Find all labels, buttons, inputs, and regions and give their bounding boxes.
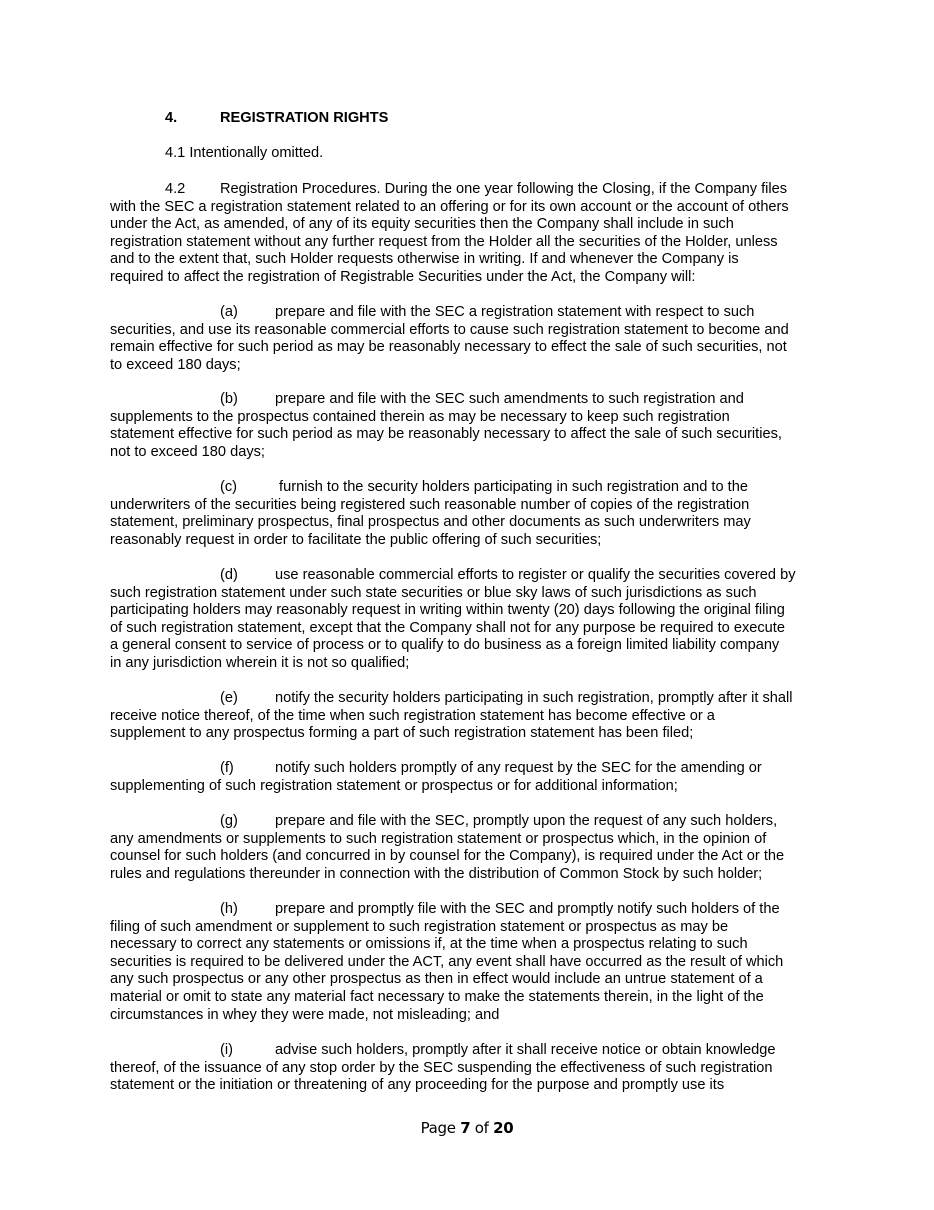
page-word: Page: [420, 1119, 456, 1137]
item-label: (d): [220, 567, 238, 583]
item-line: such registration statement under such state securities or blue sky laws of such jurisdictions as such: [110, 584, 757, 601]
section-number: 4.: [165, 110, 178, 126]
list-item-h: [110, 901, 830, 1024]
item-line: any amendments or supplements to such registration statement or prospectus which, in the opinion of: [110, 830, 767, 847]
list-item-e: [110, 690, 830, 743]
paragraph-4-1: 4.1 Intentionally omitted.: [165, 145, 324, 161]
item-line: prepare and promptly file with the SEC and promptly notify such holders of the: [275, 901, 780, 917]
section-heading: [165, 110, 388, 128]
paragraph-line: Registration Procedures. During the one year following the Closing, if the Company files: [220, 181, 788, 197]
list-item-g: [110, 813, 830, 883]
item-line: thereof, of the issuance of any stop order by the SEC suspending the effectiveness of such registration: [110, 1059, 773, 1076]
of-word: of: [474, 1119, 489, 1137]
item-label: (i): [220, 1042, 233, 1058]
item-line: statement effective for such period as may be reasonably necessary to affect the sale of such securities,: [110, 426, 782, 443]
item-line: notify such holders promptly of any request by the SEC for the amending or: [275, 760, 762, 776]
item-line: notify the security holders participating in such registration, promptly after it shall: [275, 690, 793, 706]
paragraph-line: and to the extent that, such Holder requests otherwise in writing. If and whenever the Company is: [110, 251, 739, 268]
item-line: remain effective for such period as may be reasonably necessary to effect the sale of such securities, not: [110, 339, 787, 356]
item-line: supplement to any prospectus forming a part of such registration statement has been filed;: [110, 725, 694, 742]
paragraph-line: with the SEC a registration statement related to an offering or for its own account or the account of others: [110, 198, 789, 215]
item-line: prepare and file with the SEC a registration statement with respect to such: [275, 304, 755, 320]
paragraph-number: 4.2: [165, 181, 186, 197]
item-line: not to exceed 180 days;: [110, 443, 265, 460]
item-line: in any jurisdiction wherein it is not so qualified;: [110, 654, 410, 671]
item-line: material or omit to state any material fact necessary to make the statements therein, in the light of the: [110, 988, 764, 1005]
item-line: securities is required to be delivered under the ACT, any event shall have occurred as the result of which: [110, 953, 784, 970]
item-line: statement or the initiation or threatening of any proceeding for the purpose and promptly use its: [110, 1077, 725, 1094]
item-line: furnish to the security holders participating in such registration and to the: [275, 479, 748, 495]
item-line: receive notice thereof, of the time when such registration statement has become effective or a: [110, 707, 715, 724]
item-line: of such registration statement, except that the Company shall not for any purpose be required to execute: [110, 619, 785, 636]
list-item-d: [110, 567, 830, 673]
item-label: (b): [220, 391, 238, 407]
item-label: (a): [220, 304, 238, 320]
paragraph-line: registration statement without any further request from the Holder all the securities of the Holder, unless: [110, 233, 778, 250]
list-item-f: [110, 760, 830, 795]
item-line: securities, and use its reasonable commercial efforts to cause such registration statement to become and: [110, 321, 789, 338]
item-label: (g): [220, 813, 238, 829]
paragraph-4-2: [110, 181, 830, 287]
item-line: advise such holders, promptly after it shall receive notice or obtain knowledge: [275, 1042, 776, 1058]
item-line: filing of such amendment or supplement to such registration statement or prospectus as may be: [110, 918, 729, 935]
list-item-b: [110, 391, 830, 461]
item-label: (h): [220, 901, 238, 917]
item-line: circumstances in whey they were made, not misleading; and: [110, 1006, 500, 1023]
item-line: counsel for such holders (and concurred in by counsel for the Company), is required under the Act or the: [110, 848, 785, 865]
item-line: supplementing of such registration statement or prospectus or for additional information;: [110, 777, 678, 794]
item-label: (c): [220, 479, 238, 495]
item-label: (e): [220, 690, 238, 706]
paragraph-line: required to affect the registration of Registrable Securities under the Act, the Company will:: [110, 268, 696, 285]
page-number-footer: [0, 1120, 934, 1138]
item-label: (f): [220, 760, 234, 776]
section-title: REGISTRATION RIGHTS: [220, 110, 389, 126]
item-line: use reasonable commercial efforts to register or qualify the securities covered by: [275, 567, 796, 583]
list-item-i: [110, 1042, 830, 1095]
item-line: rules and regulations thereunder in connection with the distribution of Common Stock by such holder;: [110, 865, 763, 882]
total-pages-number: 20: [493, 1119, 514, 1137]
item-line: a general consent to service of process or to qualify to do business as a foreign limited liability company: [110, 637, 780, 654]
item-line: prepare and file with the SEC, promptly upon the request of any such holders,: [275, 813, 778, 829]
item-line: necessary to correct any statements or omissions if, at the time when a prospectus relating to such: [110, 936, 748, 953]
item-line: underwriters of the securities being registered such reasonable number of copies of the registration: [110, 496, 750, 513]
item-line: to exceed 180 days;: [110, 356, 241, 373]
item-line: reasonably request in order to facilitate the public offering of such securities;: [110, 531, 602, 548]
item-line: supplements to the prospectus contained therein as may be necessary to keep such registration: [110, 408, 730, 425]
list-item-c: [110, 479, 830, 549]
list-item-a: [110, 304, 830, 374]
item-line: any such prospectus or any other prospectus as then in effect would include an untrue statement of a: [110, 971, 763, 988]
item-line: participating holders may reasonably request in writing within twenty (20) days following the original filing: [110, 602, 785, 619]
item-line: prepare and file with the SEC such amendments to such registration and: [275, 391, 744, 407]
current-page-number: 7: [460, 1119, 471, 1137]
item-line: statement, preliminary prospectus, final prospectus and other documents as such underwriters may: [110, 514, 751, 531]
paragraph-line: under the Act, as amended, of any of its equity securities then the Company shall include in such: [110, 216, 734, 233]
